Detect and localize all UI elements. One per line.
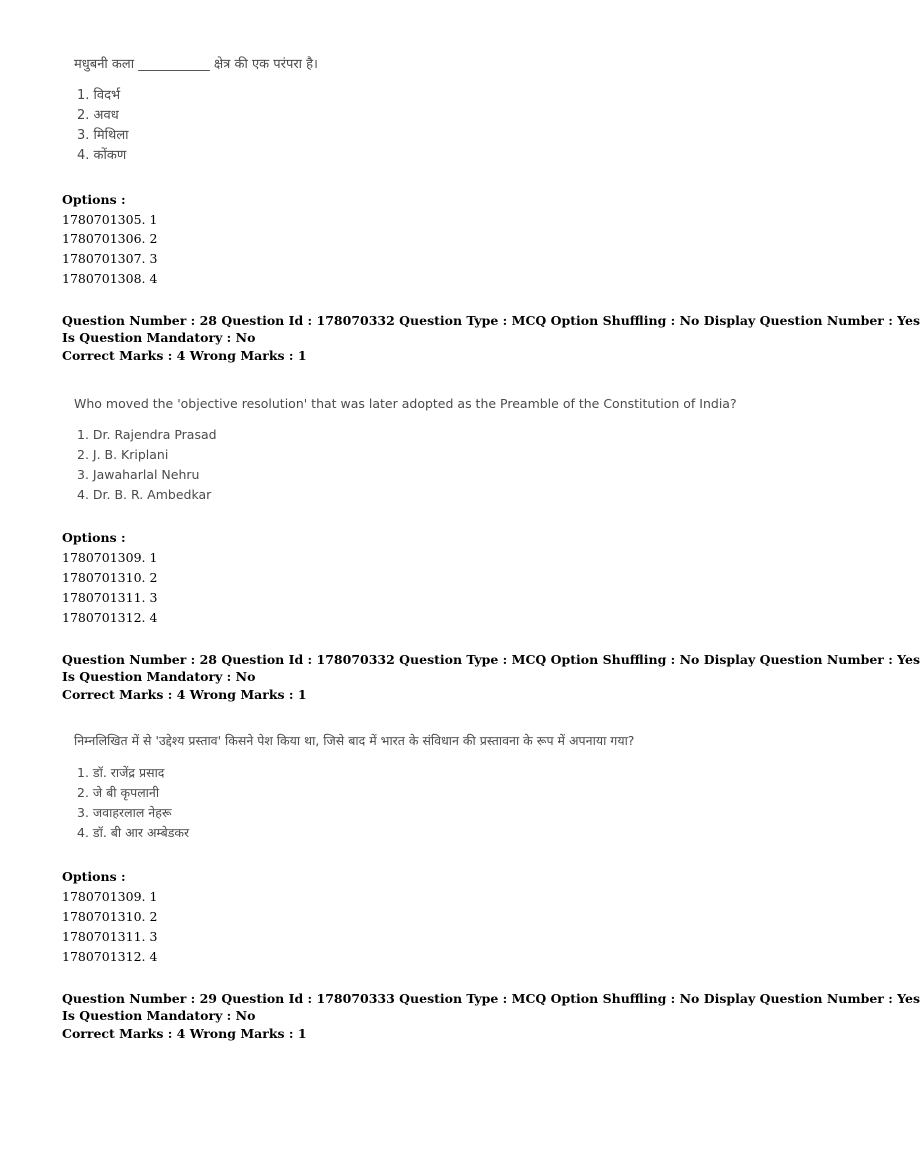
question-marks: Correct Marks : 4 Wrong Marks : 1 [62,348,307,363]
option-line: 1780701306. 2 [62,231,158,246]
question-header: Question Number : 28 Question Id : 178070332 Question Type : MCQ Option Shuffling : No Display Question Number : Yes [62,313,920,328]
question-image-hindi [74,732,634,843]
choice-item: 1. डॉ. राजेंद्र प्रसाद [77,765,165,780]
choice-item: 1. विदर्भ [77,88,121,103]
option-line: 1780701307. 3 [62,251,158,266]
options-label: Options : [62,192,126,207]
choice-item: 2. J. B. Kriplani [77,447,169,462]
question-header: Question Number : 28 Question Id : 178070332 Question Type : MCQ Option Shuffling : No Display Question Number : Yes [62,652,920,667]
choice-item: 2. जे बी कृपलानी [77,785,160,800]
options-label: Options : [62,530,126,545]
choice-list [74,425,737,505]
question-text: निम्नलिखित में से 'उद्देश्य प्रस्ताव' किसने पेश किया था, जिसे बाद में भारत के संविधान की प्रस्तावना के रूप में अपनाया गया? [74,733,635,748]
option-line: 1780701309. 1 [62,889,158,904]
choice-list [74,86,318,166]
option-line: 1780701310. 2 [62,570,158,585]
option-line: 1780701311. 3 [62,590,158,605]
choice-item: 4. Dr. B. R. Ambedkar [77,487,212,502]
options-label: Options : [62,869,126,884]
choice-item: 4. डॉ. बी आर अम्बेडकर [77,825,190,840]
option-line: 1780701311. 3 [62,929,158,944]
question-image-english [74,396,737,505]
choice-item: 3. जवाहरलाल नेहरू [77,805,172,820]
choice-list [74,763,634,843]
choice-item: 2. अवध [77,108,119,123]
choice-item: 3. मिथिला [77,128,129,143]
option-line: 1780701309. 1 [62,550,158,565]
question-marks: Correct Marks : 4 Wrong Marks : 1 [62,687,307,702]
option-line: 1780701312. 4 [62,610,158,625]
question-text: मधुबनी कला ___________ क्षेत्र की एक परंपरा है। [74,57,318,72]
question-image-madhubani [74,54,318,166]
choice-item: 1. Dr. Rajendra Prasad [77,427,217,442]
option-line: 1780701312. 4 [62,949,158,964]
option-line: 1780701308. 4 [62,271,158,286]
question-mandatory: Is Question Mandatory : No [62,330,256,345]
option-line: 1780701310. 2 [62,909,158,924]
question-header: Question Number : 29 Question Id : 178070333 Question Type : MCQ Option Shuffling : No Display Question Number : Yes [62,991,920,1006]
choice-item: 4. कोंकण [77,148,127,163]
question-marks: Correct Marks : 4 Wrong Marks : 1 [62,1026,307,1041]
question-mandatory: Is Question Mandatory : No [62,669,256,684]
option-line: 1780701305. 1 [62,212,158,227]
choice-item: 3. Jawaharlal Nehru [77,467,200,482]
question-mandatory: Is Question Mandatory : No [62,1008,256,1023]
question-text: Who moved the 'objective resolution' that was later adopted as the Preamble of the Constitution of India? [74,396,737,411]
